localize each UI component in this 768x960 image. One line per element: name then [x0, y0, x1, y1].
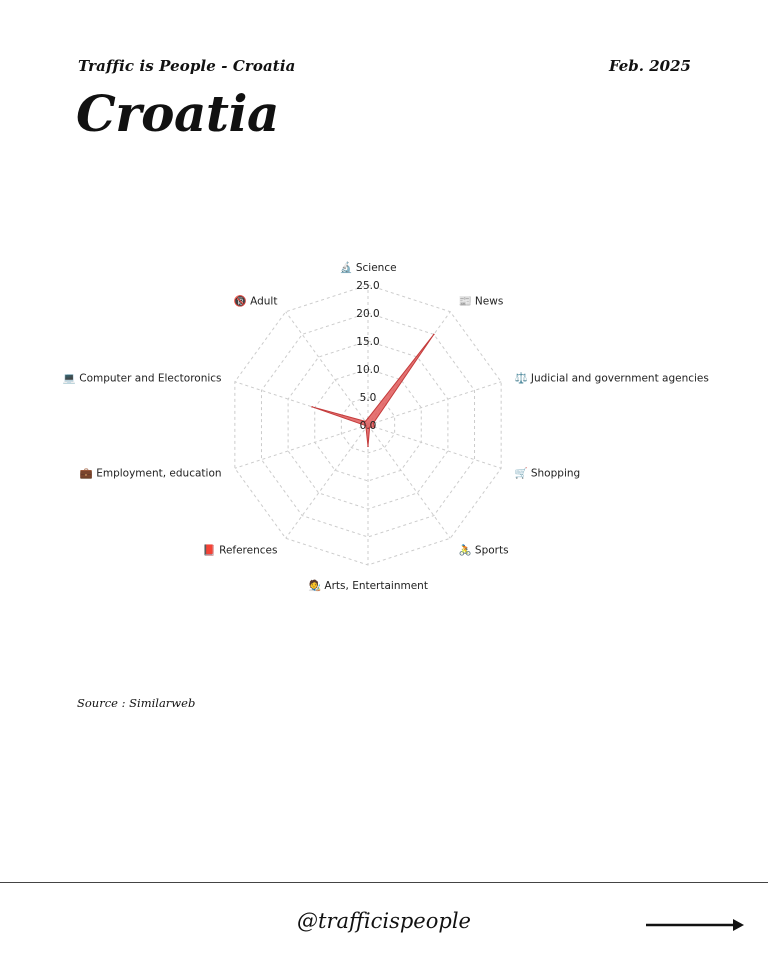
grid-spoke [368, 425, 450, 538]
category-label: 💻 Computer and Electoronics [62, 372, 222, 385]
tick-label: 0.0 [359, 420, 377, 432]
footer-divider [0, 882, 768, 883]
category-label: 💼 Employment, education [79, 467, 222, 480]
data-point [367, 417, 369, 419]
tick-label: 15.0 [356, 336, 380, 348]
category-label: 📕 References [202, 544, 278, 557]
report-date: Feb. 2025 [608, 57, 691, 75]
source-note: Source : Similarweb [77, 696, 196, 710]
category-label: 🧑‍🎨 Arts, Entertainment [308, 580, 428, 592]
tick-label: 10.0 [356, 364, 380, 376]
next-arrow-icon[interactable] [645, 915, 745, 935]
social-handle[interactable]: @trafficispeople [297, 909, 471, 933]
category-label: 🔬 Science [339, 262, 397, 274]
page-subtitle: Traffic is People - Croatia [78, 57, 296, 75]
category-label: 📰 News [458, 295, 504, 308]
data-point [311, 406, 313, 408]
data-point [367, 445, 369, 447]
grid-spoke [368, 382, 501, 425]
page-title: Croatia [76, 84, 279, 143]
grid-spoke [286, 425, 368, 538]
tick-label: 20.0 [356, 308, 380, 320]
tick-label: 5.0 [359, 392, 377, 404]
category-label: 🔞 Adult [233, 295, 278, 308]
category-label: 🛒 Shopping [514, 467, 581, 480]
tick-label: 25.0 [356, 280, 380, 292]
category-label: 🚴 Sports [458, 544, 509, 557]
grid-spoke [235, 425, 368, 468]
grid-spoke [368, 425, 501, 468]
category-label: ⚖️ Judicial and government agencies [514, 372, 709, 385]
data-point [433, 334, 435, 336]
